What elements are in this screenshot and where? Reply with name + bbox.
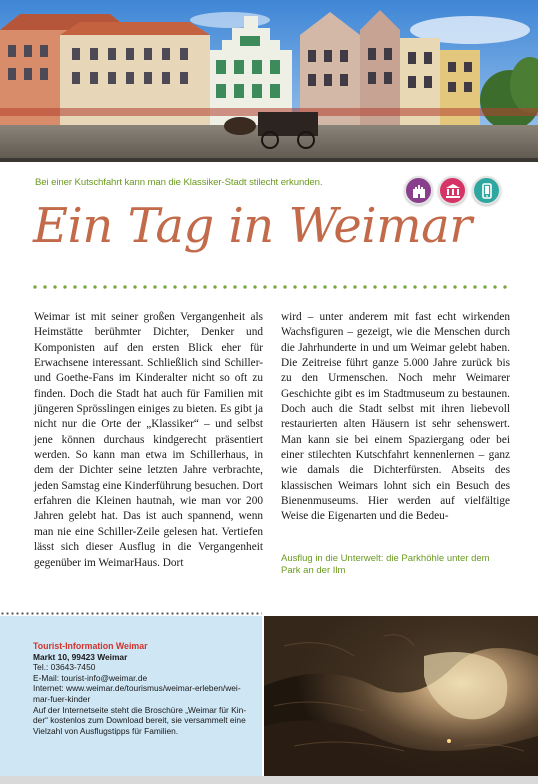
page-title: Ein Tag in Weimar	[33, 198, 472, 254]
hero-caption: Bei einer Kutschfahrt kann man die Klassiker-Stadt stilecht erkunden.	[35, 177, 323, 188]
info-internet: Internet: www.weimar.de/tourismus/weimar-erleben/weimar-fuer-kinder	[33, 683, 241, 704]
article-column-left	[34, 310, 263, 577]
article-column-right	[281, 310, 510, 577]
cave-photo-parkhoehle	[264, 616, 538, 776]
cave-caption: Ausflug in die Unterwelt: die Parkhöhle unter dem Park an der Ilm	[281, 552, 490, 576]
info-title: Tourist-Information Weimar	[33, 641, 148, 651]
footer-bar	[0, 776, 538, 784]
tourist-info-box	[0, 616, 262, 776]
article-body	[34, 310, 510, 577]
dotted-divider	[30, 284, 510, 290]
article-text-left: Weimar ist mit seiner großen Vergangenheit als Heimstätte berühmter Dichter, Denker und Komponisten auf den ersten Blick eher für Erwachsene interessant. Schließlich sind Schiller- und Goethe-Fans im Kinderalter nicht so oft zu finden. Doch die Stadt hat auch für Familien mit jüngeren Sprösslingen einiges zu bieten. Es gibt ja nicht nur die Orte der „Klassiker“ – und selbst jene können durchaus kindgerecht präsentiert werden. So kann man etwa im Schillerhaus, in dem der Dichter seine letzten Jahre verbrachte, jeden Samstag eine Kinderführung besuchen. Dort erfahren die Kleinen hautnah, wie man vor 200 Jahren gelebt hat. Das ist auch spannend, wenn man nie eine Schiller-Zeile gelesen hat. Vertiefen lässt sich dieser Ausflug in die Vergangenheit gegenüber im WeimarHaus. Dort	[34, 311, 263, 569]
info-divider	[0, 612, 262, 615]
hero-photo-weimar-market	[0, 0, 538, 162]
info-phone: Tel.: 03643-7450	[33, 662, 96, 673]
info-note: Auf der Internetseite steht die Broschüre „Weimar für Kinder“ kostenlos zum Download bereit, sie versammelt eine Vielzahl von Ausflugstipps für Familien.	[33, 704, 247, 736]
article-text-right: wird – unter anderem mit fast echt wirkenden Wachsfiguren – gezeigt, wie die Menschen durch die Jahrhunderte in und um Weimar gelebt haben. Die Zeitreise führt ganze 5.000 Jahre zurück bis zu den Urmenschen. Noch mehr Weimarer Geschichte gibt es im Stadtmuseum zu bestaunen. Doch auch die Stadt selbst mit ihren liebevoll restaurierten alten Häusern ist sehr sehenswert. Man kann sie bei einem Spaziergang oder bei einer stilechten Kutschfahrt kennenlernen – ganz wie damals die Dichterfürsten. Abseits des klassischen Weimars lohnt sich ein Besuch des Bienenmuseums. Hier werden auf vielfältige Weise die Eigenarten und die Bedeu-	[281, 311, 510, 523]
smartphone-icon	[472, 176, 501, 205]
info-email: E-Mail: tourist-info@weimar.de	[33, 672, 148, 683]
info-address: Markt 10, 99423 Weimar	[33, 651, 128, 662]
